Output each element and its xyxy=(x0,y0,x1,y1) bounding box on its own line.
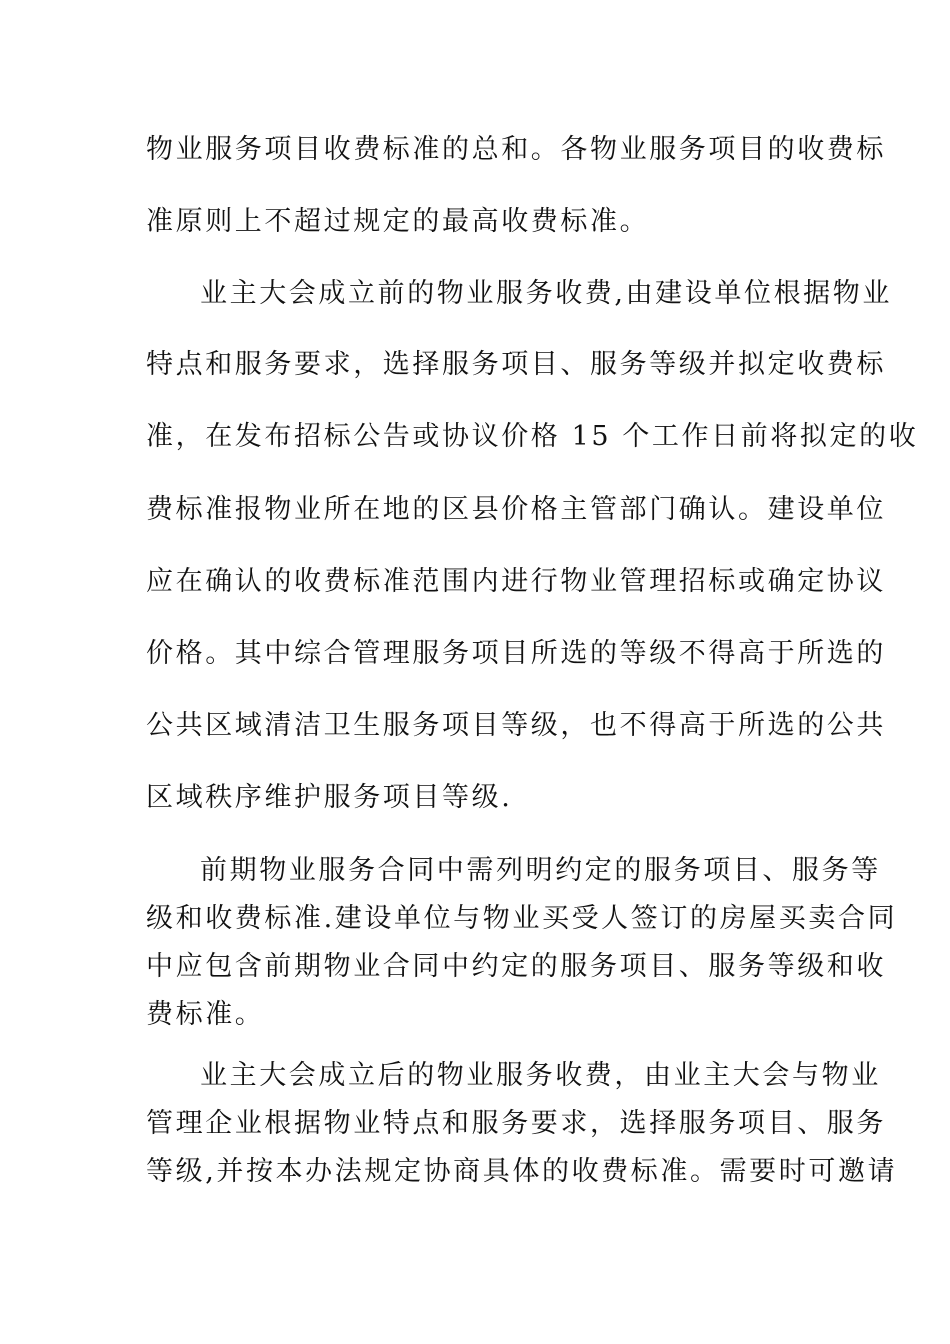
text-line: 应在确认的收费标准范围内进行物业管理招标或确定协议 xyxy=(146,566,886,597)
text-line: 中应包含前期物业合同中约定的服务项目、服务等级和收 xyxy=(146,951,886,982)
paragraph-start-line: 业主大会成立后的物业服务收费，由业主大会与物业 xyxy=(200,1060,881,1091)
text-line: 特点和服务要求，选择服务项目、服务等级并拟定收费标 xyxy=(146,349,886,380)
text-line: 级和收费标准.建设单位与物业买受人签订的房屋买卖合同 xyxy=(146,903,898,934)
text-line: 准，在发布招标公告或协议价格 15 个工作日前将拟定的收 xyxy=(146,421,919,452)
text-line: 公共区域清洁卫生服务项目等级，也不得高于所选的公共 xyxy=(146,710,886,741)
text-line: 费标准报物业所在地的区县价格主管部门确认。建设单位 xyxy=(146,494,886,525)
text-line: 区域秩序维护服务项目等级. xyxy=(146,782,513,813)
paragraph-start-line: 业主大会成立前的物业服务收费,由建设单位根据物业 xyxy=(200,278,892,309)
text-line: 费标准。 xyxy=(146,999,265,1030)
text-line: 等级,并按本办法规定协商具体的收费标准。需要时可邀请 xyxy=(146,1156,898,1187)
text-line: 管理企业根据物业特点和服务要求，选择服务项目、服务 xyxy=(146,1108,886,1139)
text-line: 准原则上不超过规定的最高收费标准。 xyxy=(146,206,650,237)
paragraph-start-line: 前期物业服务合同中需列明约定的服务项目、服务等 xyxy=(200,855,881,886)
text-line: 物业服务项目收费标准的总和。各物业服务项目的收费标 xyxy=(146,134,886,165)
text-line: 价格。其中综合管理服务项目所选的等级不得高于所选的 xyxy=(146,638,886,669)
